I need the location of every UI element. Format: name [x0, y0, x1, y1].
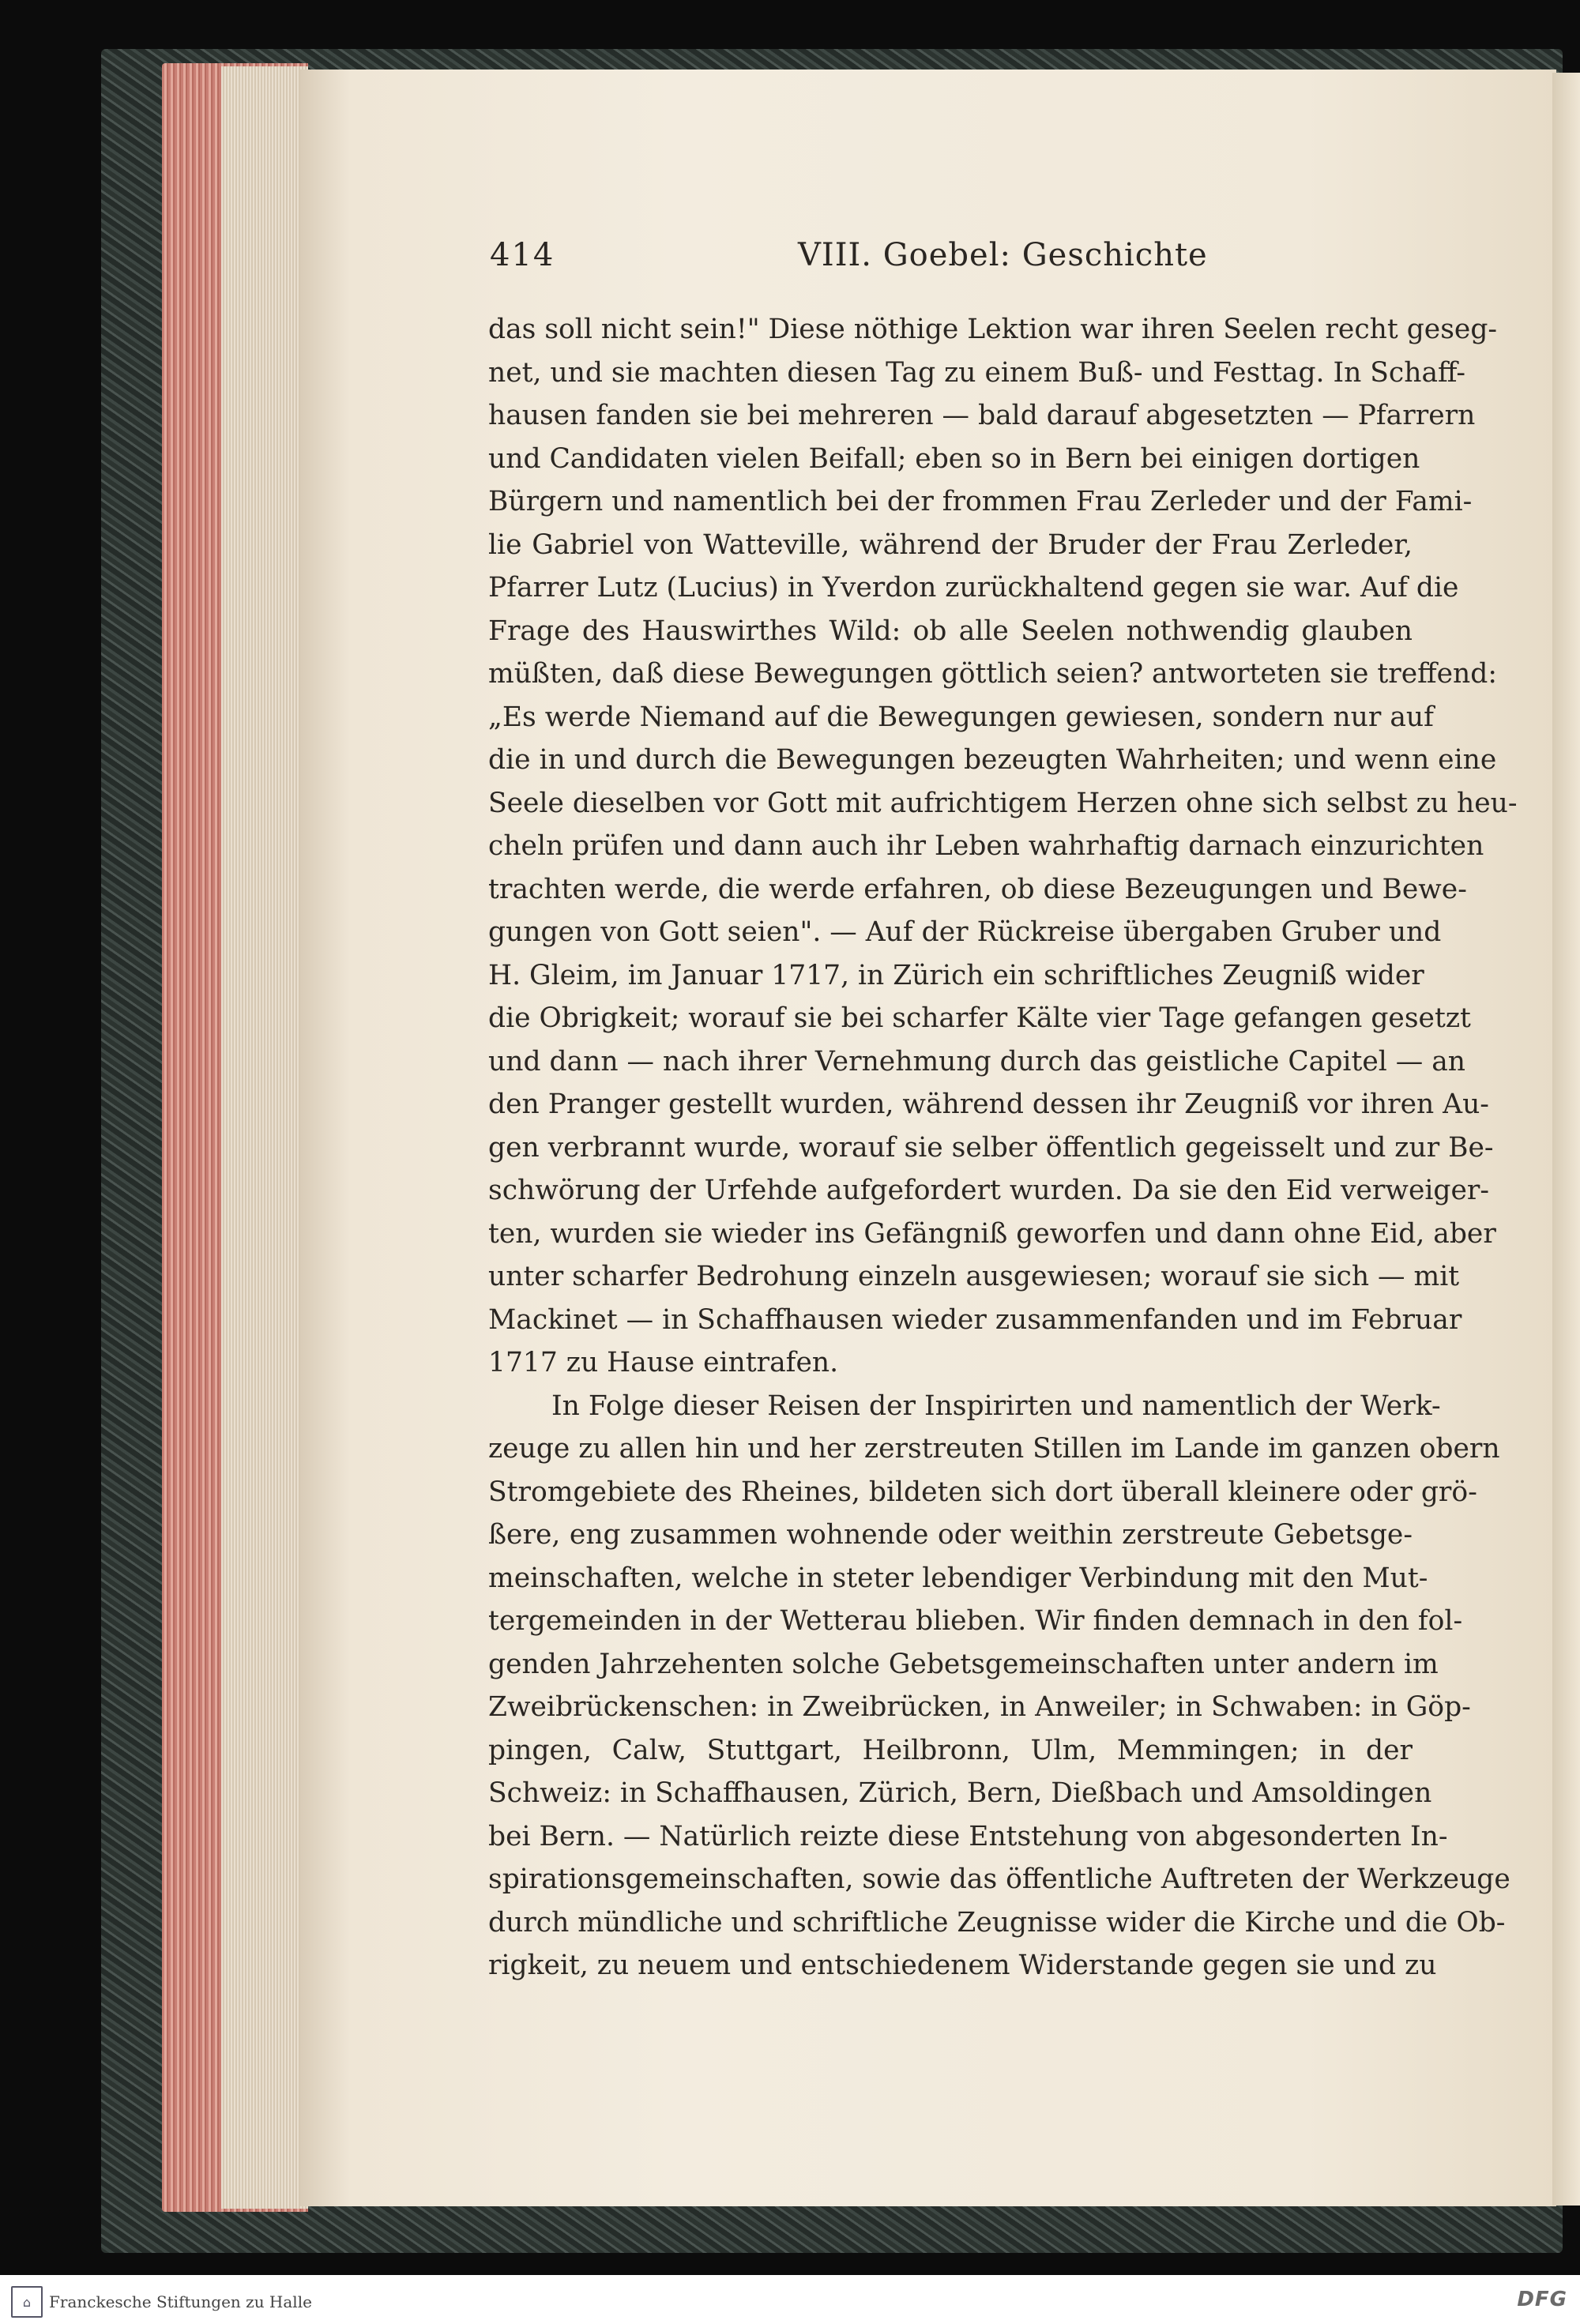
page-stack — [221, 66, 308, 2209]
text-line: die in und durch die Bewegungen bezeugten Wahrheiten; und wenn eine — [488, 744, 1497, 776]
text-line: und dann — nach ihrer Vernehmung durch das geistliche Capitel — an — [488, 1045, 1465, 1077]
text-line: Frage des Hauswirthes Wild: ob alle Seelen nothwendig glauben — [488, 615, 1413, 647]
text-line: cheln prüfen und dann auch ihr Leben wahrhaftig darnach einzurichten — [488, 830, 1484, 862]
text-line: Schweiz: in Schaffhausen, Zürich, Bern, Dießbach und Amsoldingen — [488, 1777, 1432, 1809]
text-line: schwörung der Urfehde aufgefordert wurden. Da sie den Eid verweiger- — [488, 1175, 1490, 1206]
text-line: den Pranger gestellt wurden, während dessen ihr Zeugniß vor ihren Au- — [488, 1089, 1489, 1120]
institution-logo-icon: ⌂ — [11, 2286, 43, 2318]
text-line: Zweibrückenschen: in Zweibrücken, in Anweiler; in Schwaben: in Göp- — [488, 1691, 1471, 1723]
institution-name: Franckesche Stiftungen zu Halle — [49, 2292, 312, 2311]
text-line: Stromgebiete des Rheines, bildeten sich dort überall kleinere oder grö- — [488, 1476, 1477, 1508]
text-line: gen verbrannt wurde, worauf sie selber öffentlich gegeisselt und zur Be- — [488, 1131, 1494, 1164]
text-line: zeuge zu allen hin und her zerstreuten Stillen im Lande im ganzen obern — [488, 1433, 1500, 1465]
dfg-logo: DFG — [1517, 2288, 1567, 2311]
text-line: durch mündliche und schriftliche Zeugnisse wider die Kirche und die Ob- — [488, 1906, 1506, 1939]
text-line: H. Gleim, im Januar 1717, in Zürich ein schriftliches Zeugniß wider — [488, 959, 1424, 991]
viewer-footer — [0, 2275, 1580, 2324]
text-line: müßten, daß diese Bewegungen göttlich seien? antworteten sie treffend: — [488, 658, 1497, 690]
text-line: ten, wurden sie wieder ins Gefängniß geworfen und dann ohne Eid, aber — [488, 1217, 1496, 1250]
text-line: „Es werde Niemand auf die Bewegungen gewiesen, sondern nur auf — [488, 701, 1434, 733]
text-line: ßere, eng zusammen wohnende oder weithin zerstreute Gebetsge- — [488, 1519, 1413, 1551]
text-line: net, und sie machten diesen Tag zu einem Buß- und Festtag. In Schaff- — [488, 356, 1465, 389]
text-line: In Folge dieser Reisen der Inspirirten und namentlich der Werk- — [551, 1390, 1441, 1422]
text-line: genden Jahrzehenten solche Gebetsgemeinschaften unter andern im — [488, 1648, 1439, 1680]
facing-page-edge — [1552, 73, 1580, 2206]
text-line: gungen von Gott seien". — Auf der Rückreise übergaben Gruber und — [488, 916, 1442, 948]
text-line: Bürgern und namentlich bei der frommen Frau Zerleder und der Fami- — [488, 486, 1473, 517]
text-line: spirationsgemeinschaften, sowie das öffentliche Auftreten der Werkzeuge — [488, 1863, 1510, 1895]
text-line: trachten werde, die werde erfahren, ob diese Bezeugungen und Bewe- — [488, 873, 1467, 905]
text-line: 1717 zu Hause eintrafen. — [488, 1347, 839, 1378]
text-line: pingen, Calw, Stuttgart, Heilbronn, Ulm, Memmingen; in der — [488, 1734, 1413, 1766]
text-line: hausen fanden sie bei mehreren — bald darauf abgesetzten — Pfarrern — [488, 400, 1476, 431]
text-line: Seele dieselben vor Gott mit aufrichtigem Herzen ohne sich selbst zu heu- — [488, 787, 1518, 819]
text-line: und Candidaten vielen Beifall; eben so in Bern bei einigen dortigen — [488, 442, 1420, 475]
text-line: lie Gabriel von Watteville, während der Bruder der Frau Zerleder, — [488, 528, 1413, 561]
running-title: VIII. Goebel: Geschichte — [798, 237, 1208, 273]
text-line: meinschaften, welche in steter lebendiger Verbindung mit den Mut- — [488, 1562, 1428, 1594]
text-line: das soll nicht sein!" Diese nöthige Lektion war ihren Seelen recht geseg- — [488, 314, 1498, 345]
text-line: Mackinet — in Schaffhausen wieder zusammenfanden und im Februar — [488, 1303, 1462, 1336]
body-text — [488, 308, 1518, 1987]
text-line: tergemeinden in der Wetterau blieben. Wir finden demnach in den fol- — [488, 1605, 1463, 1637]
text-line: bei Bern. — Natürlich reizte diese Entstehung von abgesonderten In- — [488, 1820, 1448, 1852]
page-number: 414 — [490, 237, 555, 273]
text-line: unter scharfer Bedrohung einzeln ausgewiesen; worauf sie sich — mit — [488, 1261, 1460, 1292]
text-line: Pfarrer Lutz (Lucius) in Yverdon zurückhaltend gegen sie war. Auf die — [488, 572, 1459, 604]
running-head — [490, 237, 1430, 284]
text-line: die Obrigkeit; worauf sie bei scharfer Kälte vier Tage gefangen gesetzt — [488, 1002, 1471, 1034]
text-line: rigkeit, zu neuem und entschiedenem Widerstande gegen sie und zu — [488, 1950, 1437, 1981]
